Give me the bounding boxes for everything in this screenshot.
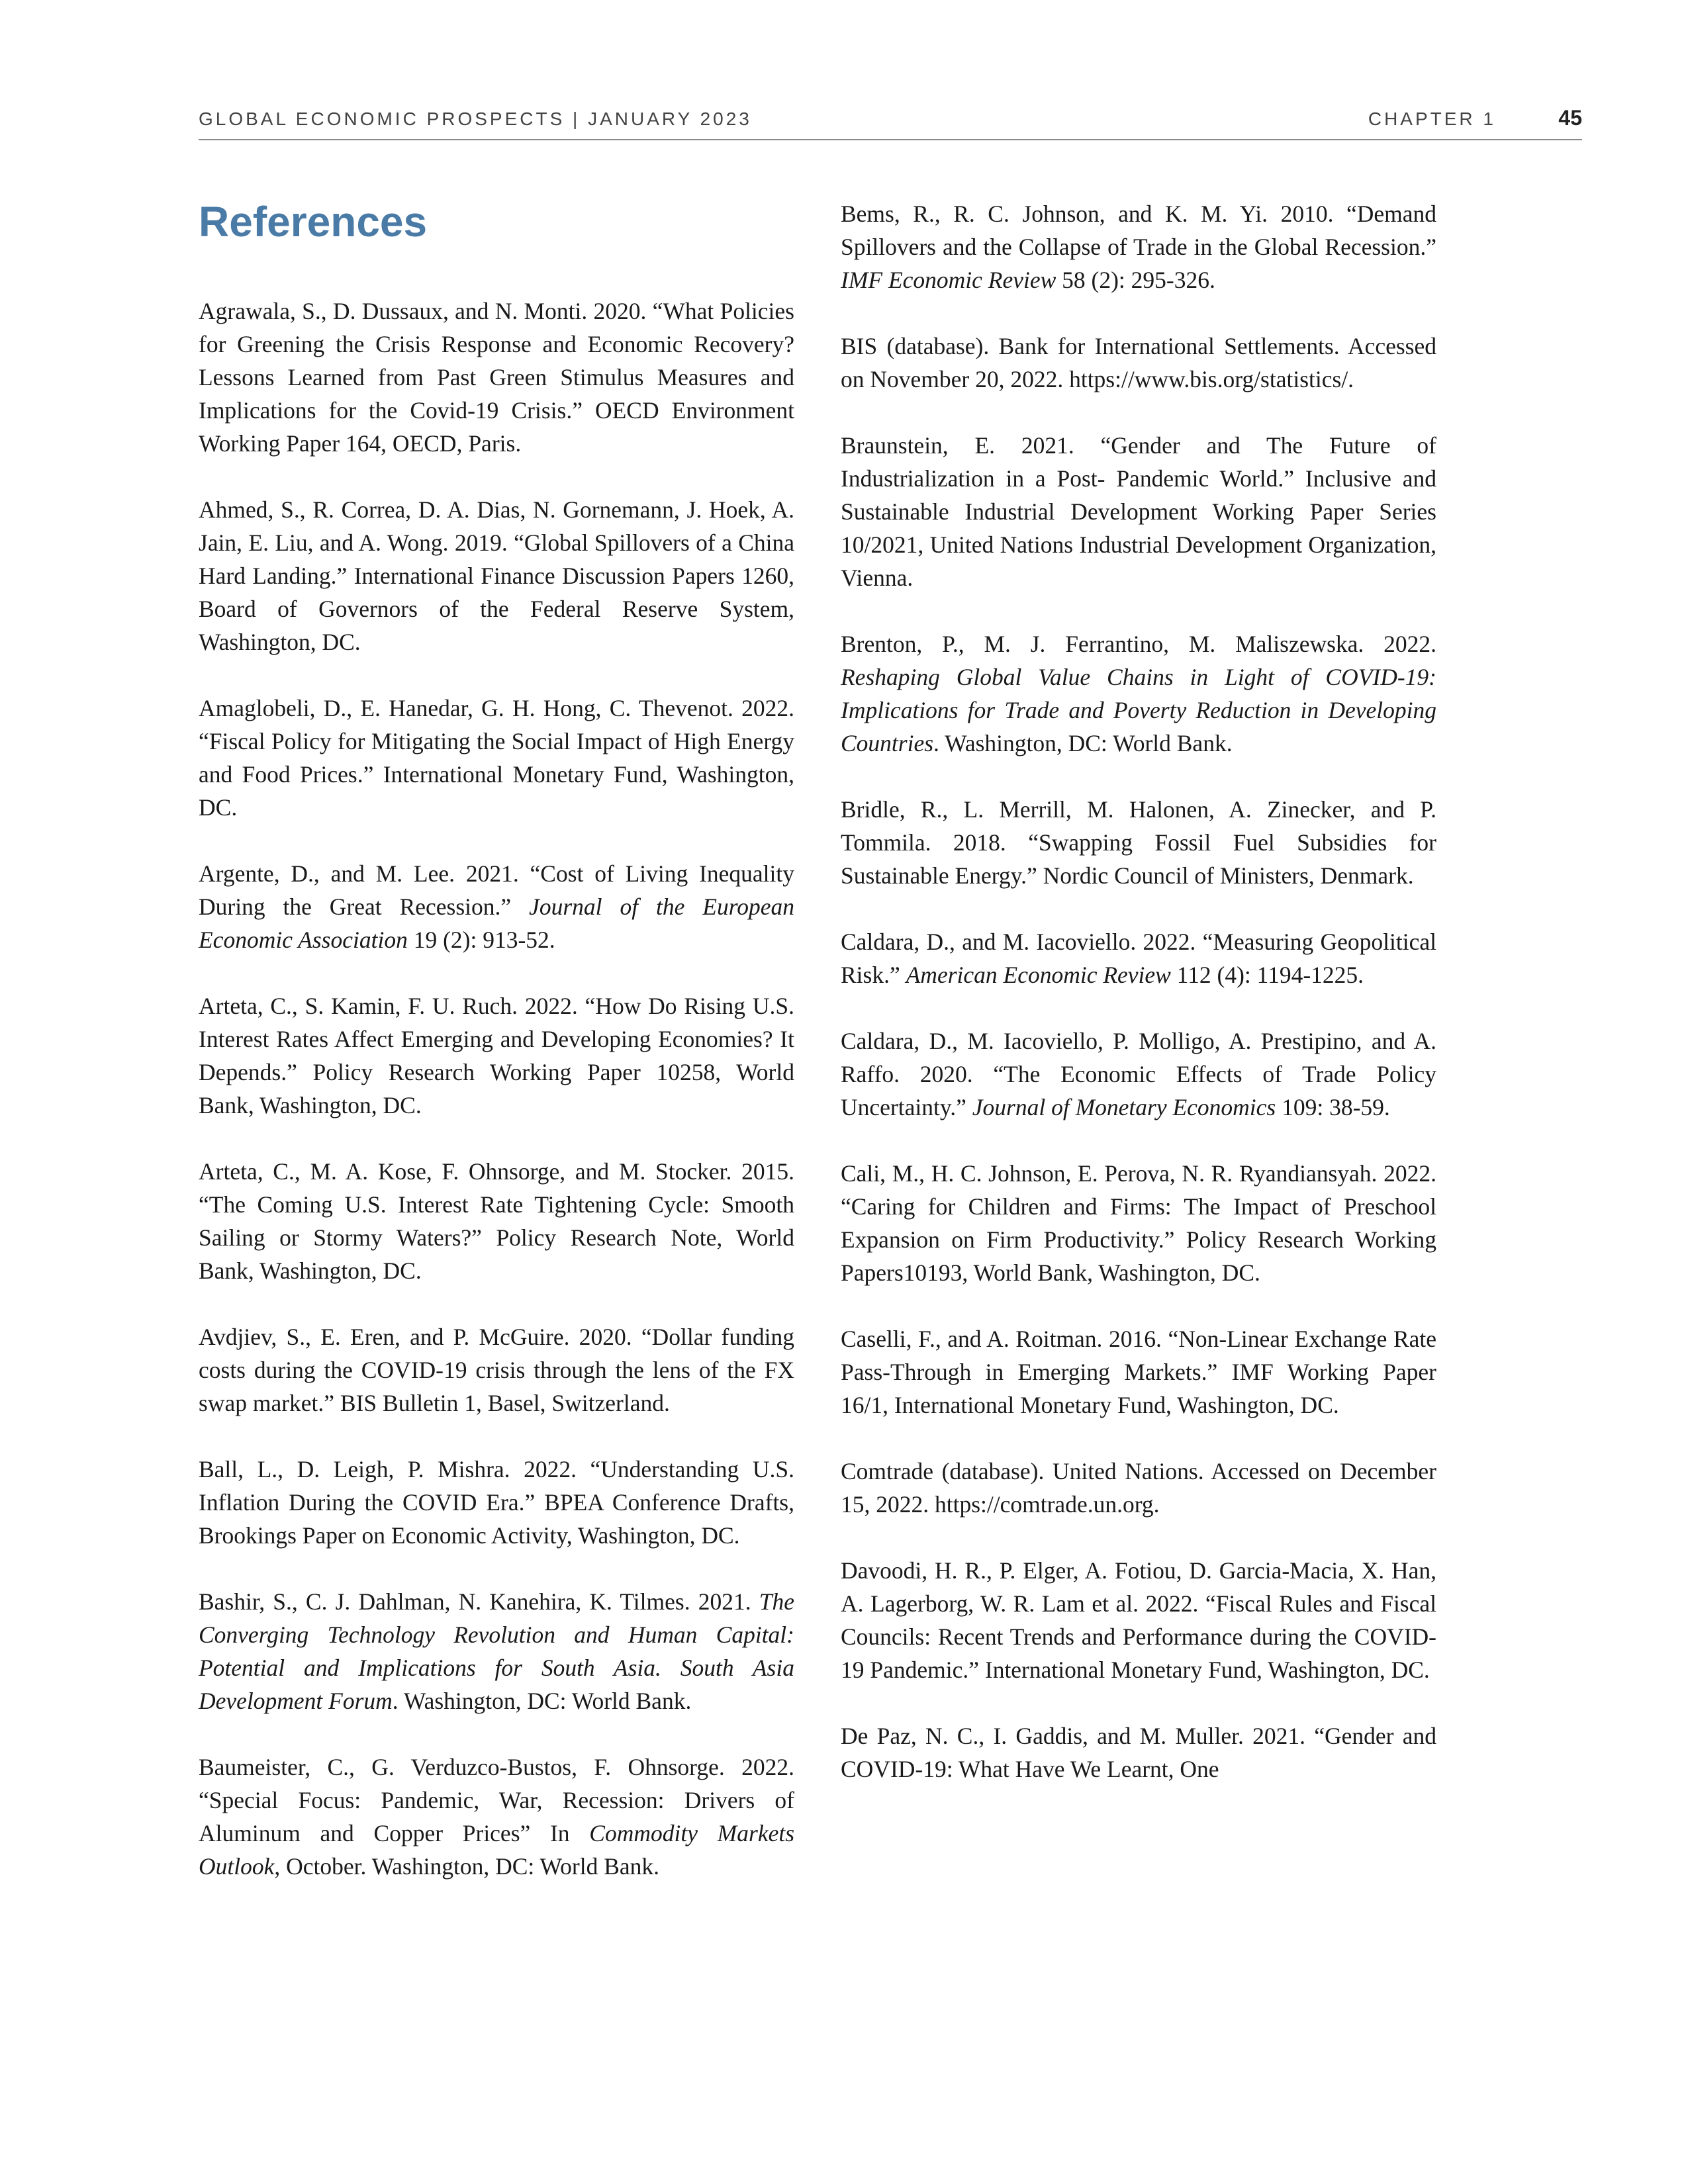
reference-entry: Bridle, R., L. Merrill, M. Halonen, A. Zinecker, and P. Tommila. 2018. “Swapping Fossil Fuel Subsidies for Sustainable Energy.” Nordic Council of Ministers, Denmark. bbox=[841, 796, 1436, 889]
reference-entry: Bashir, S., C. J. Dahlman, N. Kanehira, K. Tilmes. 2021. The Converging Technology Revolution and Human Capital: Potential and Implications for South Asia. South Asia Development Forum. Washington, DC: World Bank. bbox=[199, 1588, 794, 1714]
reference-entry: Baumeister, C., G. Verduzco-Bustos, F. Ohnsorge. 2022. “Special Focus: Pandemic, War, Recession: Drivers of Aluminum and Copper Prices” In Commodity Markets Outlook, October. Washington, DC: World Bank. bbox=[199, 1754, 795, 1880]
chapter-label: CHAPTER 1 bbox=[1368, 109, 1496, 129]
reference-entry: Braunstein, E. 2021. “Gender and The Future of Industrialization in a Post- Pandemic World.” Inclusive and Sustainable Industrial Development Working Paper Series 10/2021, United Nations Industrial Development Organization, Vienna. bbox=[841, 432, 1436, 591]
reference-entry: Avdjiev, S., E. Eren, and P. McGuire. 2020. “Dollar funding costs during the COVID-19 crisis through the lens of the FX swap market.” BIS Bulletin 1, Basel, Switzerland. bbox=[199, 1324, 794, 1416]
reference-entry: Brenton, P., M. J. Ferrantino, M. Maliszewska. 2022. Reshaping Global Value Chains in Light of COVID-19: Implications for Trade and Poverty Reduction in Developing Countries. Washington, DC: World Bank. bbox=[841, 631, 1436, 756]
publication-title: GLOBAL ECONOMIC PROSPECTS | JANUARY 2023 bbox=[199, 109, 752, 129]
reference-entry: Arteta, C., S. Kamin, F. U. Ruch. 2022. “How Do Rising U.S. Interest Rates Affect Emerging and Developing Economies? It Depends.” Policy Research Working Paper 10258, World Bank, Washington, DC. bbox=[199, 993, 794, 1118]
reference-entry: Ahmed, S., R. Correa, D. A. Dias, N. Gornemann, J. Hoek, A. Jain, E. Liu, and A. Wong. 2019. “Global Spillovers of a China Hard Landing.” International Finance Discussion Papers 1260, Board of Governors of the Federal Reserve System, Washington, DC. bbox=[199, 496, 794, 655]
section-title: References bbox=[199, 198, 428, 246]
reference-entry: Arteta, C., M. A. Kose, F. Ohnsorge, and M. Stocker. 2015. “The Coming U.S. Interest Rate Tightening Cycle: Smooth Sailing or Stormy Waters?” Policy Research Note, World Bank, Washington, DC. bbox=[199, 1158, 794, 1284]
reference-entry: Agrawala, S., D. Dussaux, and N. Monti. 2020. “What Policies for Greening the Crisis Response and Economic Recovery? Lessons Learned from Past Green Stimulus Measures and Implications for the Covid-19 Crisis.” OECD Environment Working Paper 164, OECD, Paris. bbox=[199, 298, 794, 457]
running-header bbox=[199, 106, 1582, 140]
reference-entry: Ball, L., D. Leigh, P. Mishra. 2022. “Understanding U.S. Inflation During the COVID Era.” BPEA Conference Drafts, Brookings Paper on Economic Activity, Washington, DC. bbox=[199, 1456, 794, 1549]
reference-entry: De Paz, N. C., I. Gaddis, and M. Muller. 2021. “Gender and COVID-19: What Have We Learnt, One bbox=[841, 1723, 1436, 1782]
reference-entry: Caldara, D., M. Iacoviello, P. Molligo, A. Prestipino, and A. Raffo. 2020. “The Economic Effects of Trade Policy Uncertainty.” Journal of Monetary Economics 109: 38-59. bbox=[841, 1028, 1436, 1120]
reference-entry: Bems, R., R. C. Johnson, and K. M. Yi. 2010. “Demand Spillovers and the Collapse of Trade in the Global Recession.” IMF Economic Review 58 (2): 295-326. bbox=[841, 201, 1436, 293]
reference-entry: BIS (database). Bank for International Settlements. Accessed on November 20, 2022. https://www.bis.org/statistics/. bbox=[841, 333, 1436, 392]
reference-entry: Argente, D., and M. Lee. 2021. “Cost of Living Inequality During the Great Recession.” Journal of the European Economic Association 19 (2): 913-52. bbox=[199, 860, 794, 953]
page-number: 45 bbox=[1558, 106, 1582, 130]
right-column bbox=[841, 197, 1436, 1786]
reference-entry: Caldara, D., and M. Iacoviello. 2022. “Measuring Geopolitical Risk.” American Economic Review 112 (4): 1194-1225. bbox=[841, 929, 1436, 988]
reference-entry: Comtrade (database). United Nations. Accessed on December 15, 2022. https://comtrade.un.org. bbox=[841, 1458, 1436, 1518]
reference-entry: Cali, M., H. C. Johnson, E. Perova, N. R. Ryandiansyah. 2022. “Caring for Children and Firms: The Impact of Preschool Expansion on Firm Productivity.” Policy Research Working Papers10193, World Bank, Washington, DC. bbox=[841, 1160, 1436, 1286]
reference-entry: Caselli, F., and A. Roitman. 2016. “Non-Linear Exchange Rate Pass-Through in Emerging Markets.” IMF Working Paper 16/1, International Monetary Fund, Washington, DC. bbox=[841, 1326, 1436, 1418]
reference-entry: Amaglobeli, D., E. Hanedar, G. H. Hong, C. Thevenot. 2022. “Fiscal Policy for Mitigating the Social Impact of High Energy and Food Prices.” International Monetary Fund, Washington, DC. bbox=[199, 695, 794, 821]
left-column bbox=[199, 195, 794, 1883]
reference-entry: Davoodi, H. R., P. Elger, A. Fotiou, D. Garcia-Macia, X. Han, A. Lagerborg, W. R. Lam et al. 2022. “Fiscal Rules and Fiscal Councils: Recent Trends and Performance during the COVID-19 Pandemic.” International Monetary Fund, Washington, DC. bbox=[841, 1557, 1436, 1683]
